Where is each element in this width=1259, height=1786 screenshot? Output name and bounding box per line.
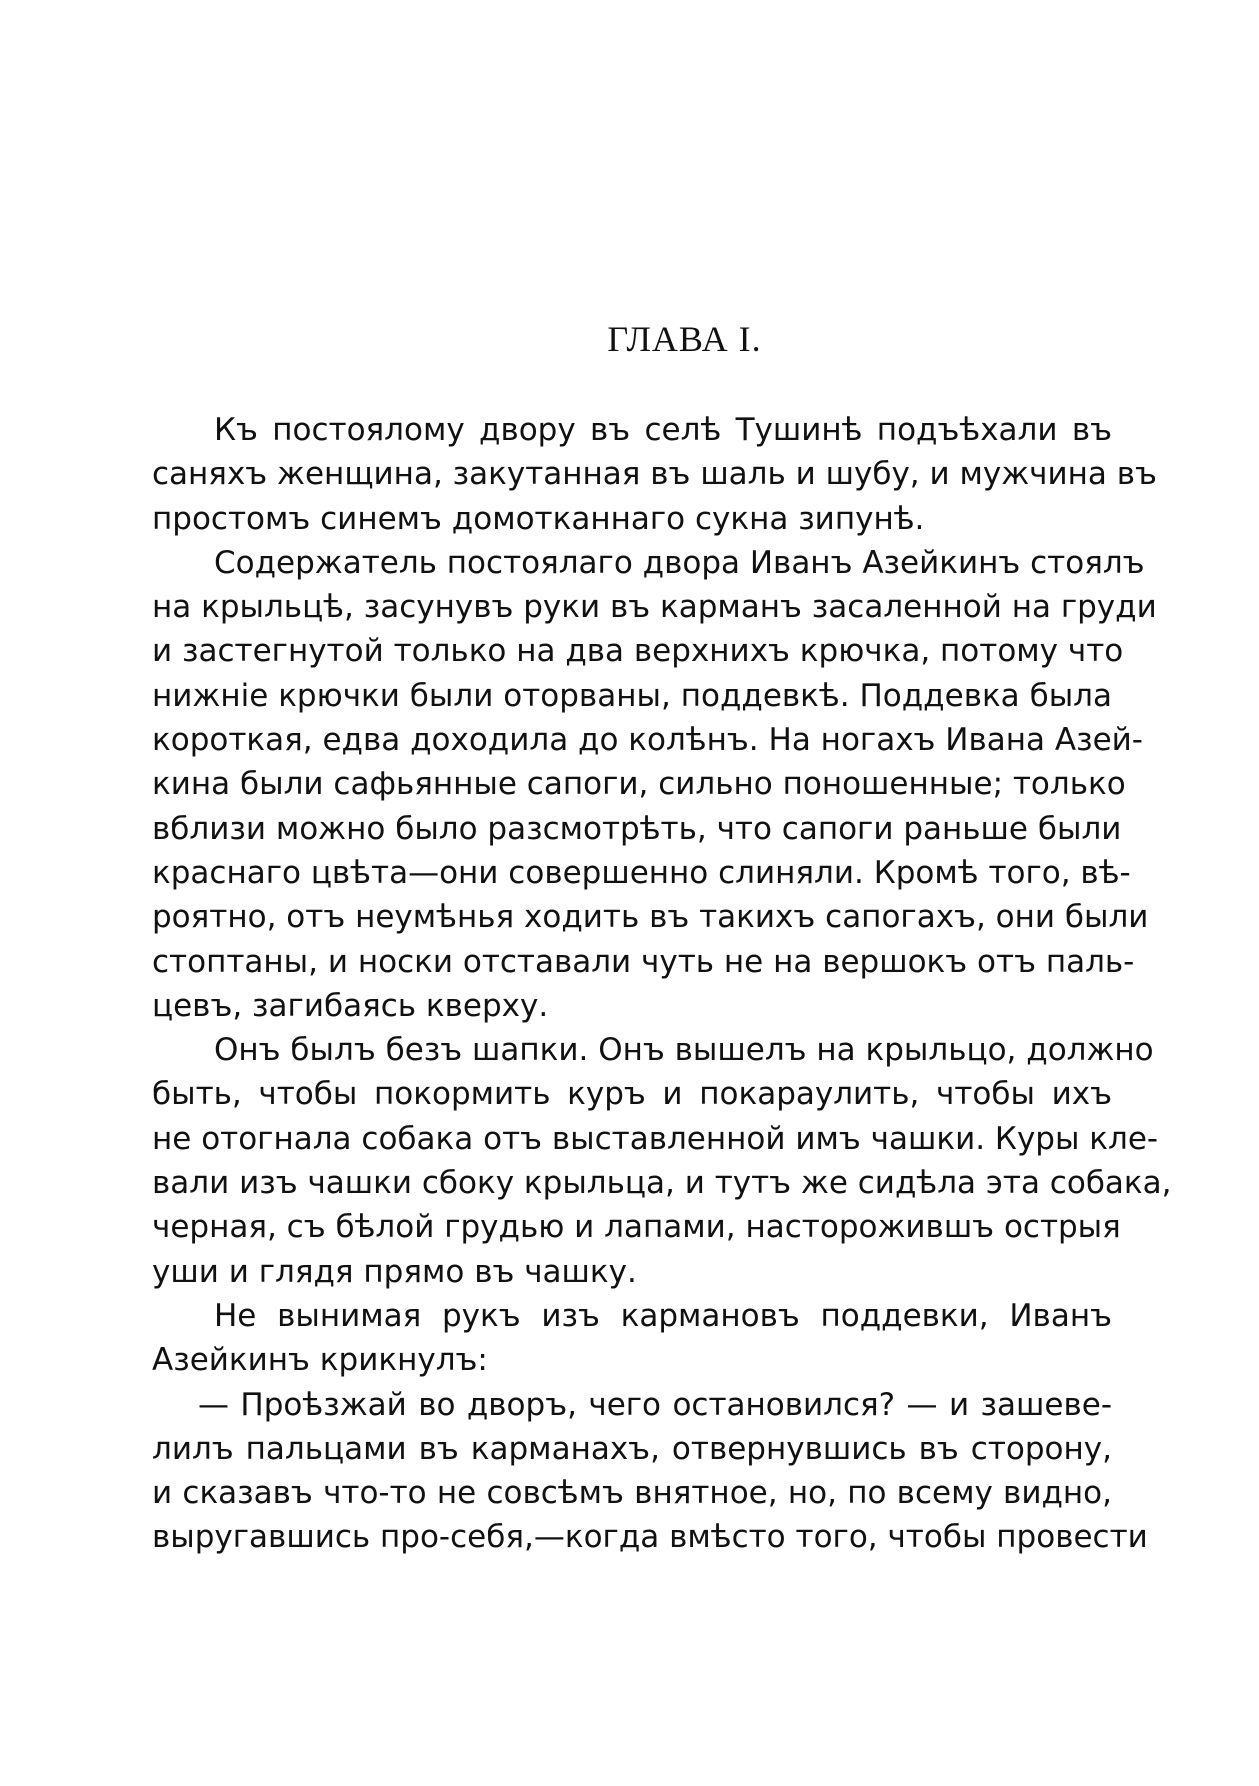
text-line: Азейкинъ крикнулъ: [152,1342,488,1379]
text-line: роятно, отъ неумѣнья ходить въ такихъ сапогахъ, они были [152,899,1149,936]
text-line: Не вынимая рукъ изъ кармановъ поддевки, Иванъ [214,1297,1112,1334]
text-line: и застегнутой только на два верхнихъ крючка, потому что [152,633,1124,670]
text-line: уши и глядя прямо въ чашку. [152,1253,637,1290]
chapter-title: ГЛАВА I. [607,319,762,359]
text-line: выругавшись про-себя,—когда вмѣсто того, чтобы провести [152,1519,1148,1556]
text-line: вали изъ чашки сбоку крыльца, и тутъ же сидѣла эта собака, [152,1165,1172,1202]
text-line: простомъ синемъ домотканнаго сукна зипунѣ. [152,500,925,537]
text-line: нижніе крючки были оторваны, поддевкѣ. Поддевка была [152,677,1112,714]
text-line: Къ постоялому двору въ селѣ Тушинѣ подъѣхали въ [214,412,1112,448]
text-line: короткая, едва доходила до колѣнъ. На ногахъ Ивана Азей- [152,722,1143,759]
body-text [152,408,1172,1560]
text-line: саняхъ женщина, закутанная въ шаль и шубу, и мужчина въ [152,456,1157,493]
text-line: лилъ пальцами въ карманахъ, отвернувшись въ сторону, [152,1430,1112,1467]
text-line: кина были сафьянные сапоги, сильно поношенные; только [152,766,1126,803]
text-line: на крыльцѣ, засунувъ руки въ карманъ засаленной на груди [152,589,1157,626]
text-line: быть, чтобы покормить куръ и покараулить, чтобы ихъ [152,1076,1112,1113]
text-line: и сказавъ что-то не совсѣмъ внятное, но, по всему видно, [152,1475,1112,1512]
text-line: — Проѣзжай во дворъ, чего остановился? — и зашеве- [198,1386,1112,1423]
text-line: Содержатель постоялаго двора Иванъ Азейкинъ стоялъ [214,544,1145,581]
text-line: стоптаны, и носки отставали чуть не на вершокъ отъ паль- [152,943,1135,980]
text-line: Онъ былъ безъ шапки. Онъ вышелъ на крыльцо, должно [214,1032,1154,1069]
text-line: краснаго цвѣта—они совершенно слиняли. Кромѣ того, вѣ- [152,854,1131,891]
text-line: не отогнала собака отъ выставленной имъ чашки. Куры кле- [152,1120,1159,1157]
text-line: цевъ, загибаясь кверху. [152,987,549,1024]
text-line: черная, съ бѣлой грудью и лапами, насторожившъ острыя [152,1209,1121,1246]
text-line: вблизи можно было разсмотрѣть, что сапоги раньше были [152,810,1122,847]
